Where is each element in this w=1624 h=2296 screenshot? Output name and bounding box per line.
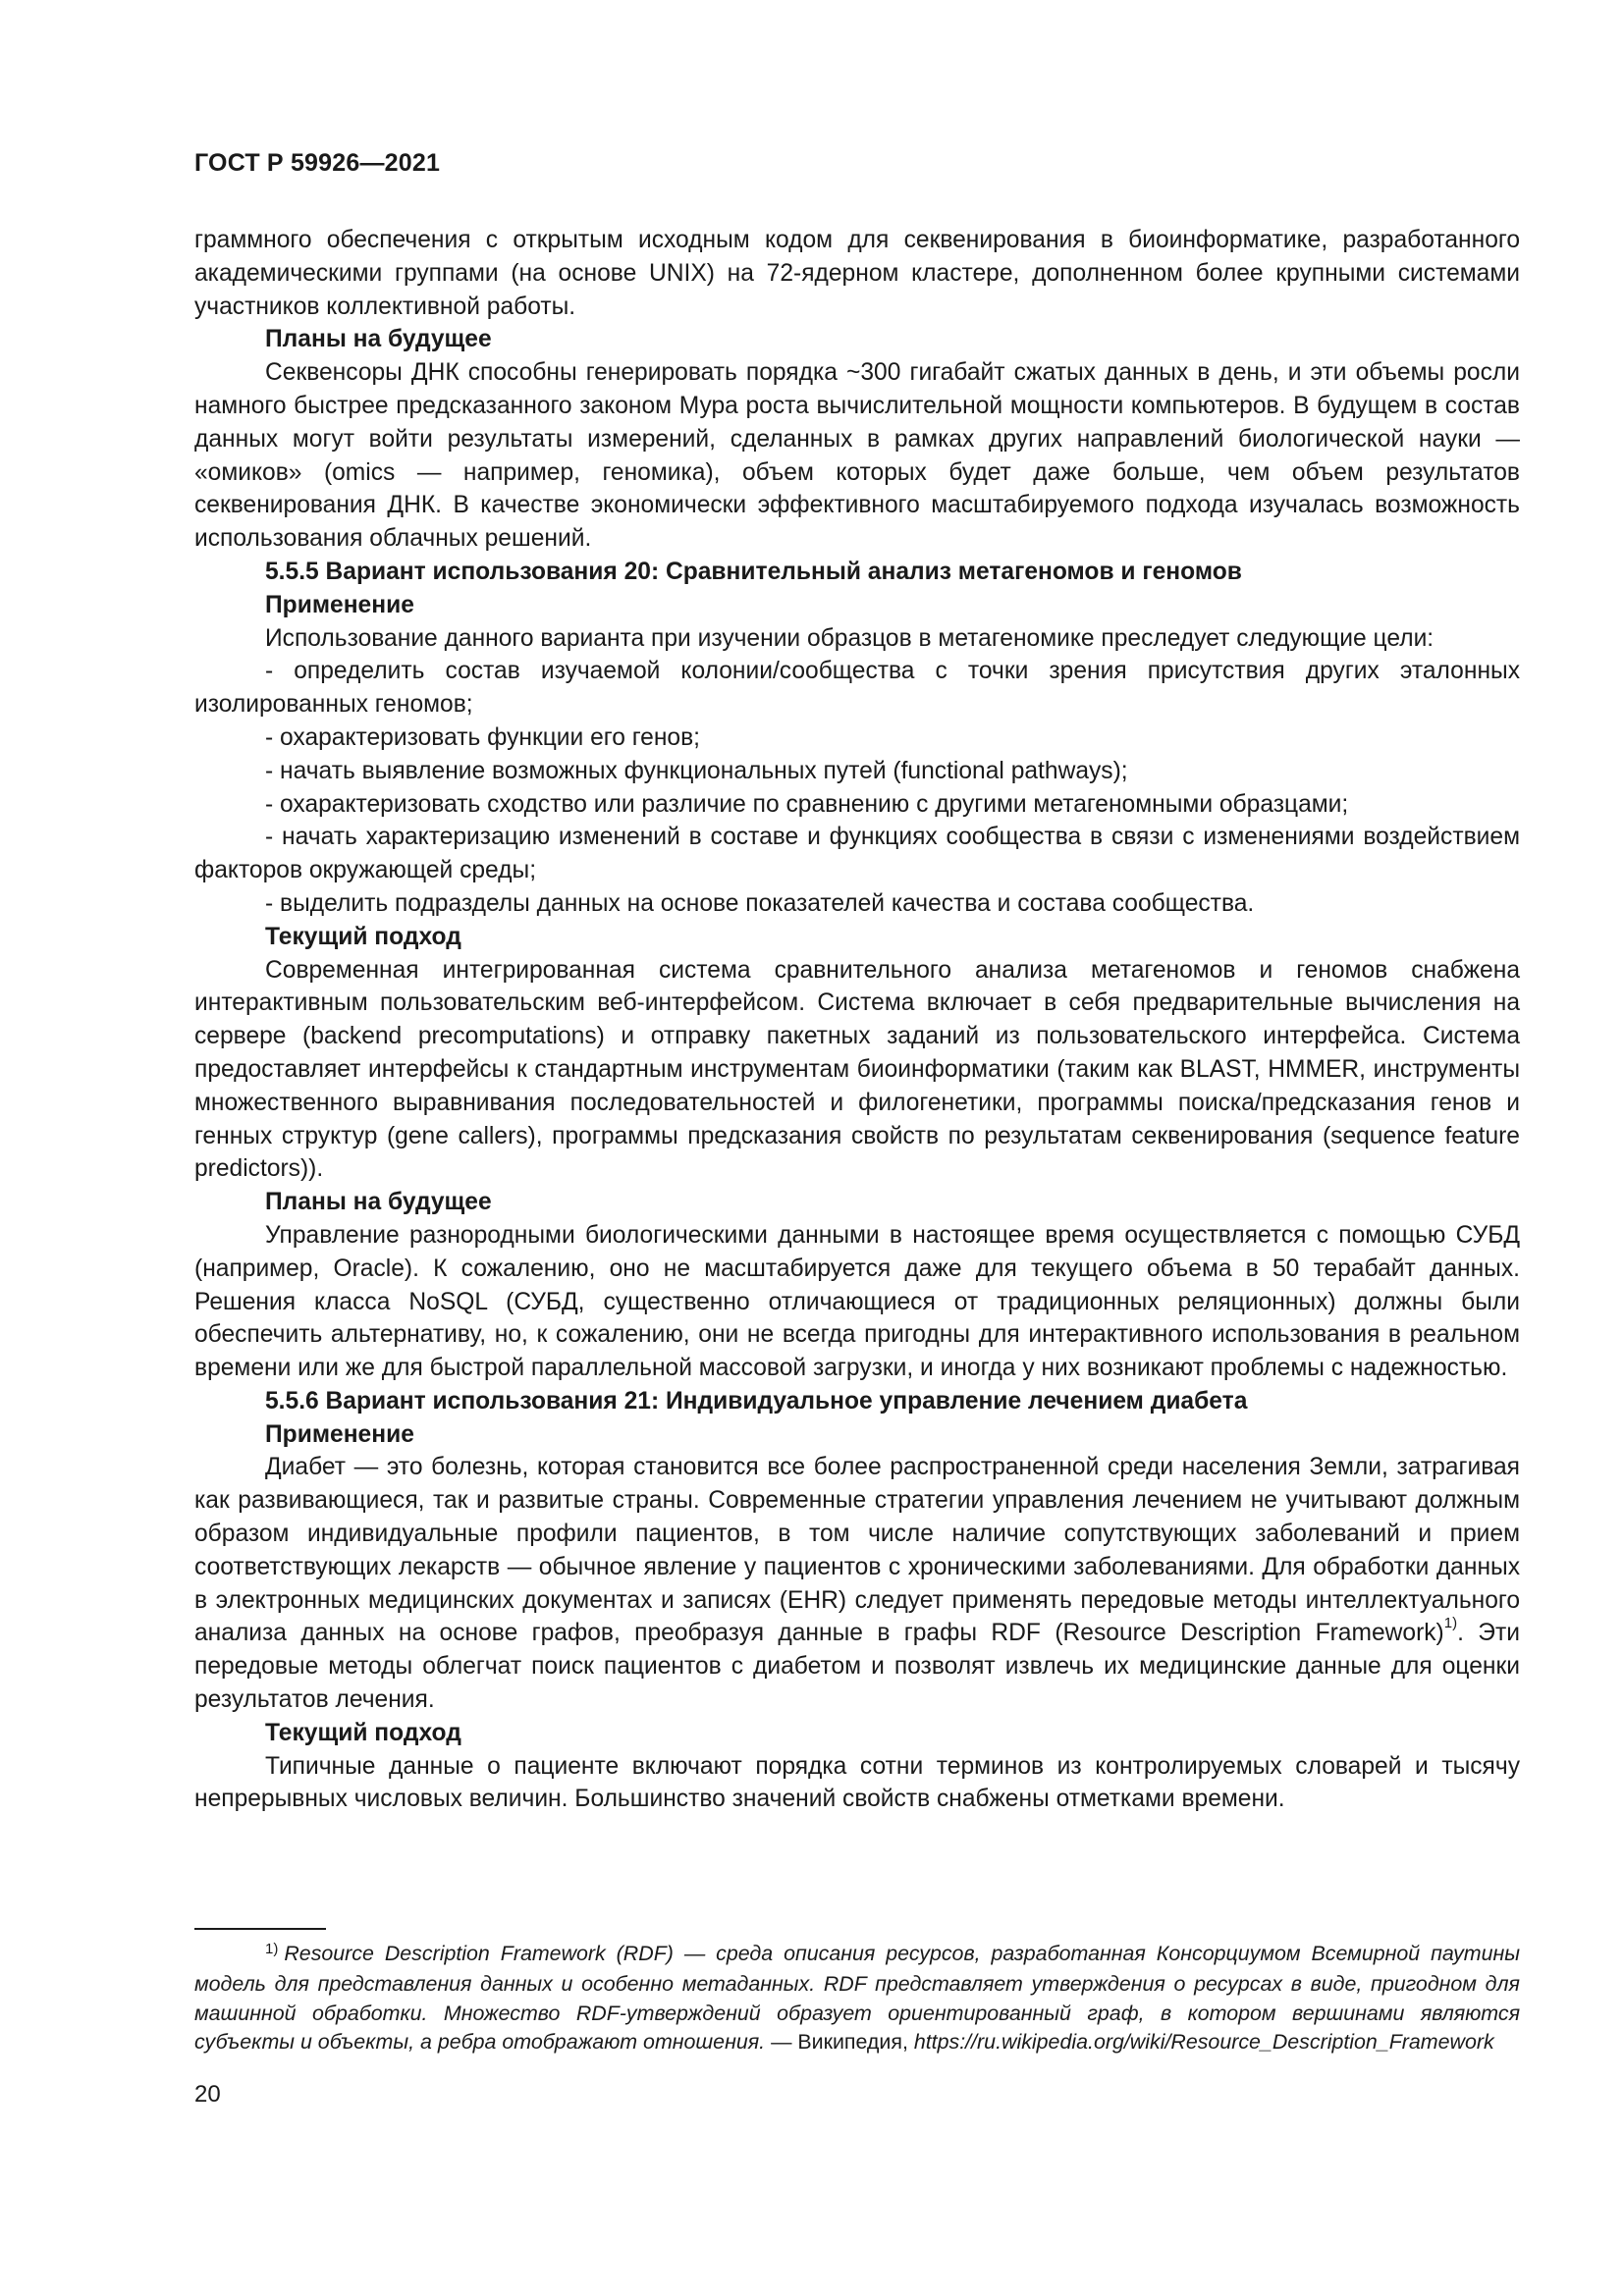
list-item-goal-3: - начать выявление возможных функциональных путей (functional pathways); (265, 757, 1128, 784)
heading-section-5-5-5: 5.5.5 Вариант использования 20: Сравнительный анализ метагеномов и геномов (265, 558, 1242, 585)
footnote-separator (194, 1928, 326, 1930)
heading-future-plans-2: Планы на будущее (265, 1189, 492, 1216)
heading-current-approach-2: Текущий подход (265, 1719, 461, 1746)
paragraph-diabetes-end: . Эти передовые методы облегчат поиск пациентов с диабетом и позволят извлечь их медицинские данные для оценки результатов лечения. (194, 1620, 1520, 1714)
paragraph-metagenomics-goals: Использование данного варианта при изучении образцов в метагеномике преследует следующие цели: (265, 624, 1435, 652)
heading-section-5-5-6: 5.5.6 Вариант использования 21: Индивидуальное управление лечением диабета (265, 1387, 1248, 1415)
paragraph-dna-sequencers: Секвенсоры ДНК способны генерировать порядка ~300 гигабайт сжатых данных в день, и эти объемы росли намного быстрее предсказанного законом Мура роста вычислительной мощности компьютеров. В будущем в состав данных могут войти результаты измерений, сделанных в рамках других направлений биологической науки — «омиков» (omics — например, геномика), объем которых будет даже больше, чем объем результатов секвенирования ДНК. В качестве экономически эффективного масштабируемого подхода изучалась возможность использования облачных решений. (194, 359, 1520, 553)
heading-current-approach-1: Текущий подход (265, 923, 461, 950)
heading-application-2: Применение (265, 1420, 414, 1448)
heading-application-1: Применение (265, 591, 414, 618)
list-item-goal-2: - охарактеризовать функции его генов; (265, 723, 700, 751)
page-number: 20 (194, 2081, 221, 2108)
footnote-1 (194, 1940, 1520, 2057)
list-item-goal-6: - выделить подразделы данных на основе показателей качества и состава сообщества. (265, 889, 1255, 917)
paragraph-diabetes (194, 1451, 1520, 1716)
paragraph-integrated-system: Современная интегрированная система сравнительного анализа метагеномов и геномов снабжена интерактивным пользовательским веб-интерфейсом. Система включает в себя предварительные вычисления на сервере (backend precomputations) и отправку пакетных заданий из пользовательского интерфейса. Система предоставляет интерфейсы к стандартным инструментам биоинформатики (таким как BLAST, HMMER, инструменты множественного выравнивания последовательностей и филогенетики, программы поиска/предсказания генов и генных структур (gene callers), программы предсказания свойств по результатам секвенирования (sequence feature predictors)). (194, 956, 1520, 1183)
footnote-source: — Википедия, (765, 2030, 914, 2055)
list-item-goal-4: - охарактеризовать сходство или различие по сравнению с другими метагеномными образцами; (265, 790, 1349, 818)
paragraph-continuation: граммного обеспечения с открытым исходным кодом для секвенирования в биоинформатике, разработанного академическими группами (на основе UNIX) на 72-ядерном кластере, дополненном более крупными системами участников коллективной работы. (194, 227, 1520, 320)
footnote-url: https://ru.wikipedia.org/wiki/Resource_Description_Framework (913, 2030, 1494, 2055)
list-item-goal-1: - определить состав изучаемой колонии/сообщества с точки зрения присутствия других эталонных изолированных геномов; (194, 658, 1520, 719)
footnote-area (194, 1940, 1520, 2057)
main-text (194, 224, 1520, 1816)
standard-header: ГОСТ Р 59926—2021 (194, 149, 441, 177)
footnote-text: Resource Description Framework (RDF) — среда описания ресурсов, разработанная Консорциумом Всемирной паутины модель для представления данных и особенно метаданных. RDF представляет утверждения о ресурсах в виде, пригодном для машинной обработки. Множество RDF-утверждений образует ориентированный граф, в котором вершинами являются субъекты и объекты, а ребра отображают отношения. (194, 1942, 1520, 2055)
list-item-goal-5: - начать характеризацию изменений в составе и функциях сообщества в связи с изменениями воздействием факторов окружающей среды; (194, 824, 1520, 884)
paragraph-diabetes-start: Диабет — это болезнь, которая становится все более распространенной среди населения Земли, затрагивая как развивающиеся, так и развитые страны. Современные стратегии управления лечением не учитывают должным образом индивидуальные профили пациентов, в том числе наличие сопутствующих заболеваний и прием соответствующих лекарств — обычное явление у пациентов с хроническими заболеваниями. Для обработки данных в электронных медицинских документах и записях (EHR) следует применять передовые методы интеллектуального анализа данных на основе графов, преобразуя данные в графы RDF (Resource Description Framework) (194, 1454, 1520, 1647)
footnote-reference: 1) (1443, 1615, 1458, 1632)
footnote-mark: 1) (265, 1941, 279, 1957)
heading-future-plans-1: Планы на будущее (265, 326, 492, 353)
paragraph-data-management: Управление разнородными биологическими данными в настоящее время осуществляется с помощью СУБД (например, Oracle). К сожалению, оно не масштабируется даже для текущего объема в 50 терабайт данных. Решения класса NoSQL (СУБД, существенно отличающиеся от традиционных реляционных) должны были обеспечить альтернативу, но, к сожалению, они не всегда пригодны для интерактивного использования в реальном времени или же для быстрой параллельной массовой загрузки, и иногда у них возникают проблемы с надежностью. (194, 1221, 1520, 1382)
paragraph-patient-data: Типичные данные о пациенте включают порядка сотни терминов из контролируемых словарей и тысячу непрерывных числовых величин. Большинство значений свойств снабжены отметками времени. (194, 1752, 1520, 1813)
